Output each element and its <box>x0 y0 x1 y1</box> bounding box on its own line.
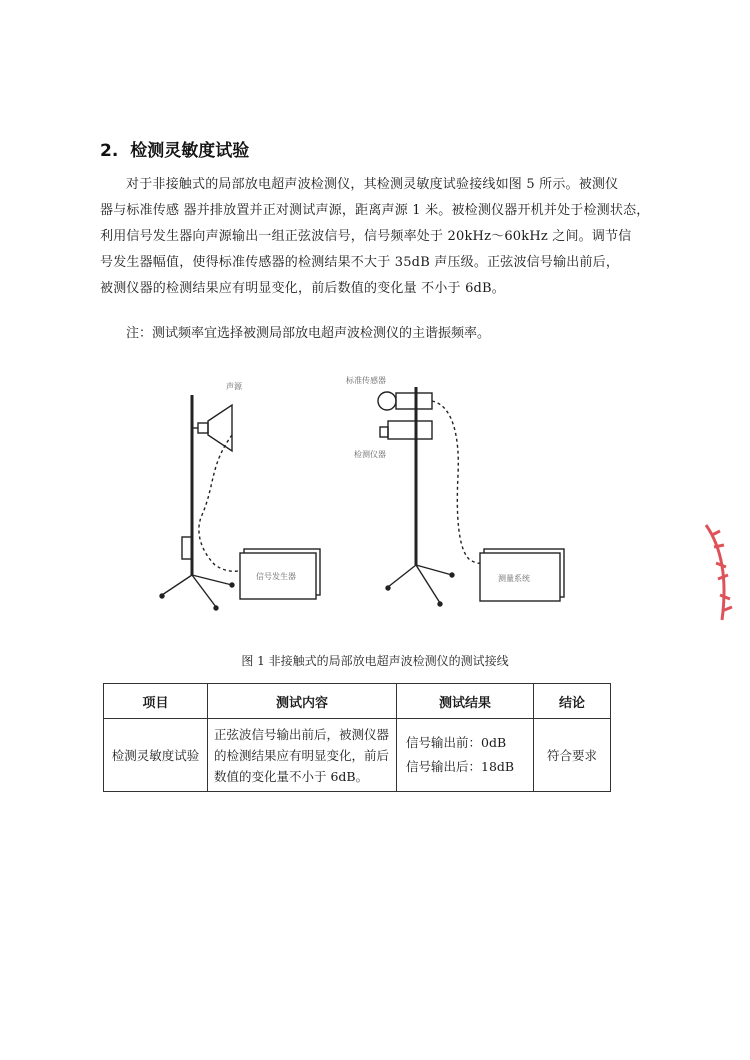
paragraph-line: 器与标准传感 器并排放置并正对测试声源，距离声源 1 米。被检测仪器开机并处于检测状态， <box>100 203 650 218</box>
label-detection-instrument: 检测仪器 <box>354 450 386 459</box>
standard-sensor-mic-icon <box>378 392 396 410</box>
paragraph-line: 对于非接触式的局部放电超声波检测仪，其检测灵敏度试验接线如图 5 所示。被测仪 <box>126 177 619 192</box>
section-title: 检测灵敏度试验 <box>130 141 250 161</box>
instrument-probe <box>380 427 388 437</box>
right-tripod-leg <box>388 565 416 587</box>
left-signal-cable <box>199 435 248 571</box>
cell-content: 正弦波信号输出前后，被测仪器的检测结果应有明显变化，前后数值的变化量不小于 6dB。 <box>208 719 397 792</box>
label-source: 声源 <box>226 382 242 391</box>
header-result: 测试结果 <box>397 684 534 719</box>
wiring-diagram-svg <box>140 365 570 625</box>
horn-mount <box>198 423 208 433</box>
right-signal-cable <box>432 401 488 563</box>
paragraph-line: 被测仪器的检测结果应有明显变化，前后数值的变化量 不小于 6dB。 <box>100 281 506 296</box>
instrument-body <box>388 421 432 439</box>
label-standard-sensor: 标准传感器 <box>346 376 386 385</box>
result-table <box>103 683 611 792</box>
section-heading <box>100 136 249 161</box>
paragraph-line: 利用信号发生器向声源输出一组正弦波信号，信号频率处于 20kHz～60kHz 之间。调节信 <box>100 229 632 244</box>
cell-conclusion: 符合要求 <box>534 719 611 792</box>
label-measurement-system: 测量系统 <box>498 574 530 583</box>
header-conclusion: 结论 <box>534 684 611 719</box>
body-paragraph <box>100 172 650 302</box>
result-after: 信号输出后：18dB <box>406 759 515 774</box>
standard-sensor-body <box>396 393 432 409</box>
seal-stamp-edge <box>700 515 750 635</box>
paragraph-line: 号发生器幅值，使得标准传感器的检测结果不大于 35dB 声压级。正弦波信号输出前后， <box>100 255 620 270</box>
table-header-row <box>104 684 611 719</box>
label-signal-generator: 信号发生器 <box>256 572 296 581</box>
wiring-diagram <box>140 365 570 625</box>
cell-item: 检测灵敏度试验 <box>104 719 208 792</box>
section-number: 2. <box>100 141 119 161</box>
header-item: 项目 <box>104 684 208 719</box>
result-before: 信号输出前：0dB <box>406 735 507 750</box>
cell-results <box>397 719 534 792</box>
header-content: 测试内容 <box>208 684 397 719</box>
figure-caption: 图 1 非接触式的局部放电超声波检测仪的测试接线 <box>241 654 509 668</box>
horn-speaker-icon <box>208 405 232 451</box>
note-text: 注：测试频率宜选择被测局部放电超声波检测仪的主谐振频率。 <box>126 326 491 341</box>
left-tripod-leg <box>162 575 192 595</box>
table-row <box>104 719 611 792</box>
